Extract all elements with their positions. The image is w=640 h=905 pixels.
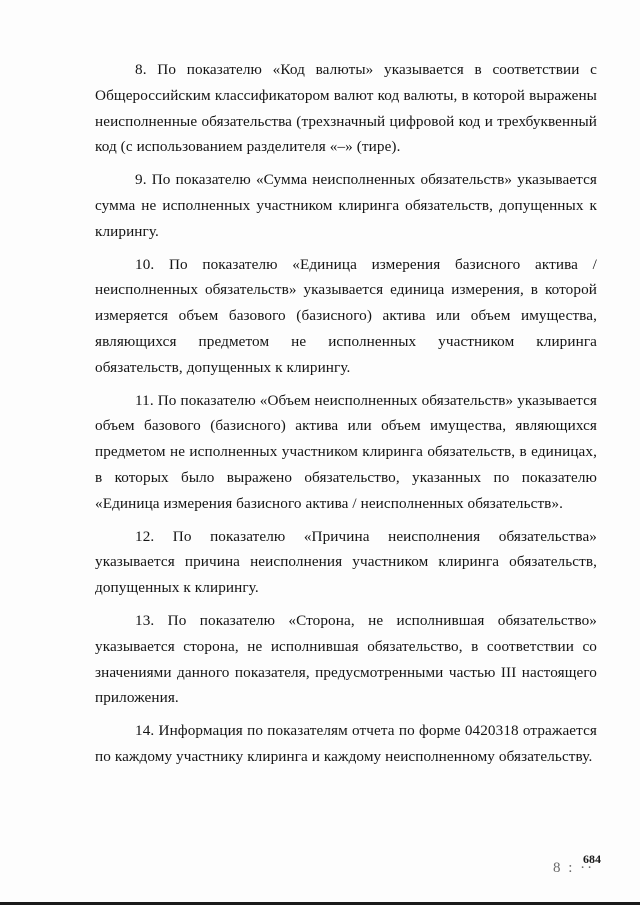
document-body <box>95 57 597 777</box>
stamp-mark: 8 : ·· <box>553 860 595 876</box>
paragraph-10: 10. По показателю «Единица измерения базисного актива / неисполненных обязательств» указывается единица измерения, в которой измеряется объем базового (базисного) актива или объем имущества, являющихся предметом не исполненных участником клиринга обязательств, допущенных к клирингу. <box>95 255 597 376</box>
paragraph-12: 12. По показателю «Причина неисполнения обязательства» указывается причина неисполнения участником клиринга обязательств, допущенных к клирингу. <box>95 527 597 597</box>
paragraph-9: 9. По показателю «Сумма неисполненных обязательств» указывается сумма не исполненных участником клиринга обязательств, допущенных к клирингу. <box>95 171 597 240</box>
paragraph-8: 8. По показателю «Код валюты» указывается в соответствии с Общероссийским классификатором валют код валюты, в которой выражены неисполненные обязательства (трехзначный цифровой код и трехбуквенный код (с использованием разделителя «–» (тире). <box>95 61 597 156</box>
page-number: 684 <box>583 852 601 866</box>
paragraph-13: 13. По показателю «Сторона, не исполнившая обязательство» указывается сторона, не исполнившая обязательство, в соответствии со значениями данного показателя, предусмотренными частью III настоящего приложения. <box>95 611 597 707</box>
paragraph-14: 14. Информация по показателям отчета по форме 0420318 отражается по каждому участнику клиринга и каждому неисполненному обязательству. <box>95 722 597 765</box>
paragraph-11: 11. По показателю «Объем неисполненных обязательств» указывается объем базового (базисного) актива или объем имущества, являющихся предметом не исполненных участником клиринга обязательств, в единицах, в которых было выражено обязательство, указанных по показателю «Единица измерения базисного актива / неисполненных обязательств». <box>95 391 597 512</box>
